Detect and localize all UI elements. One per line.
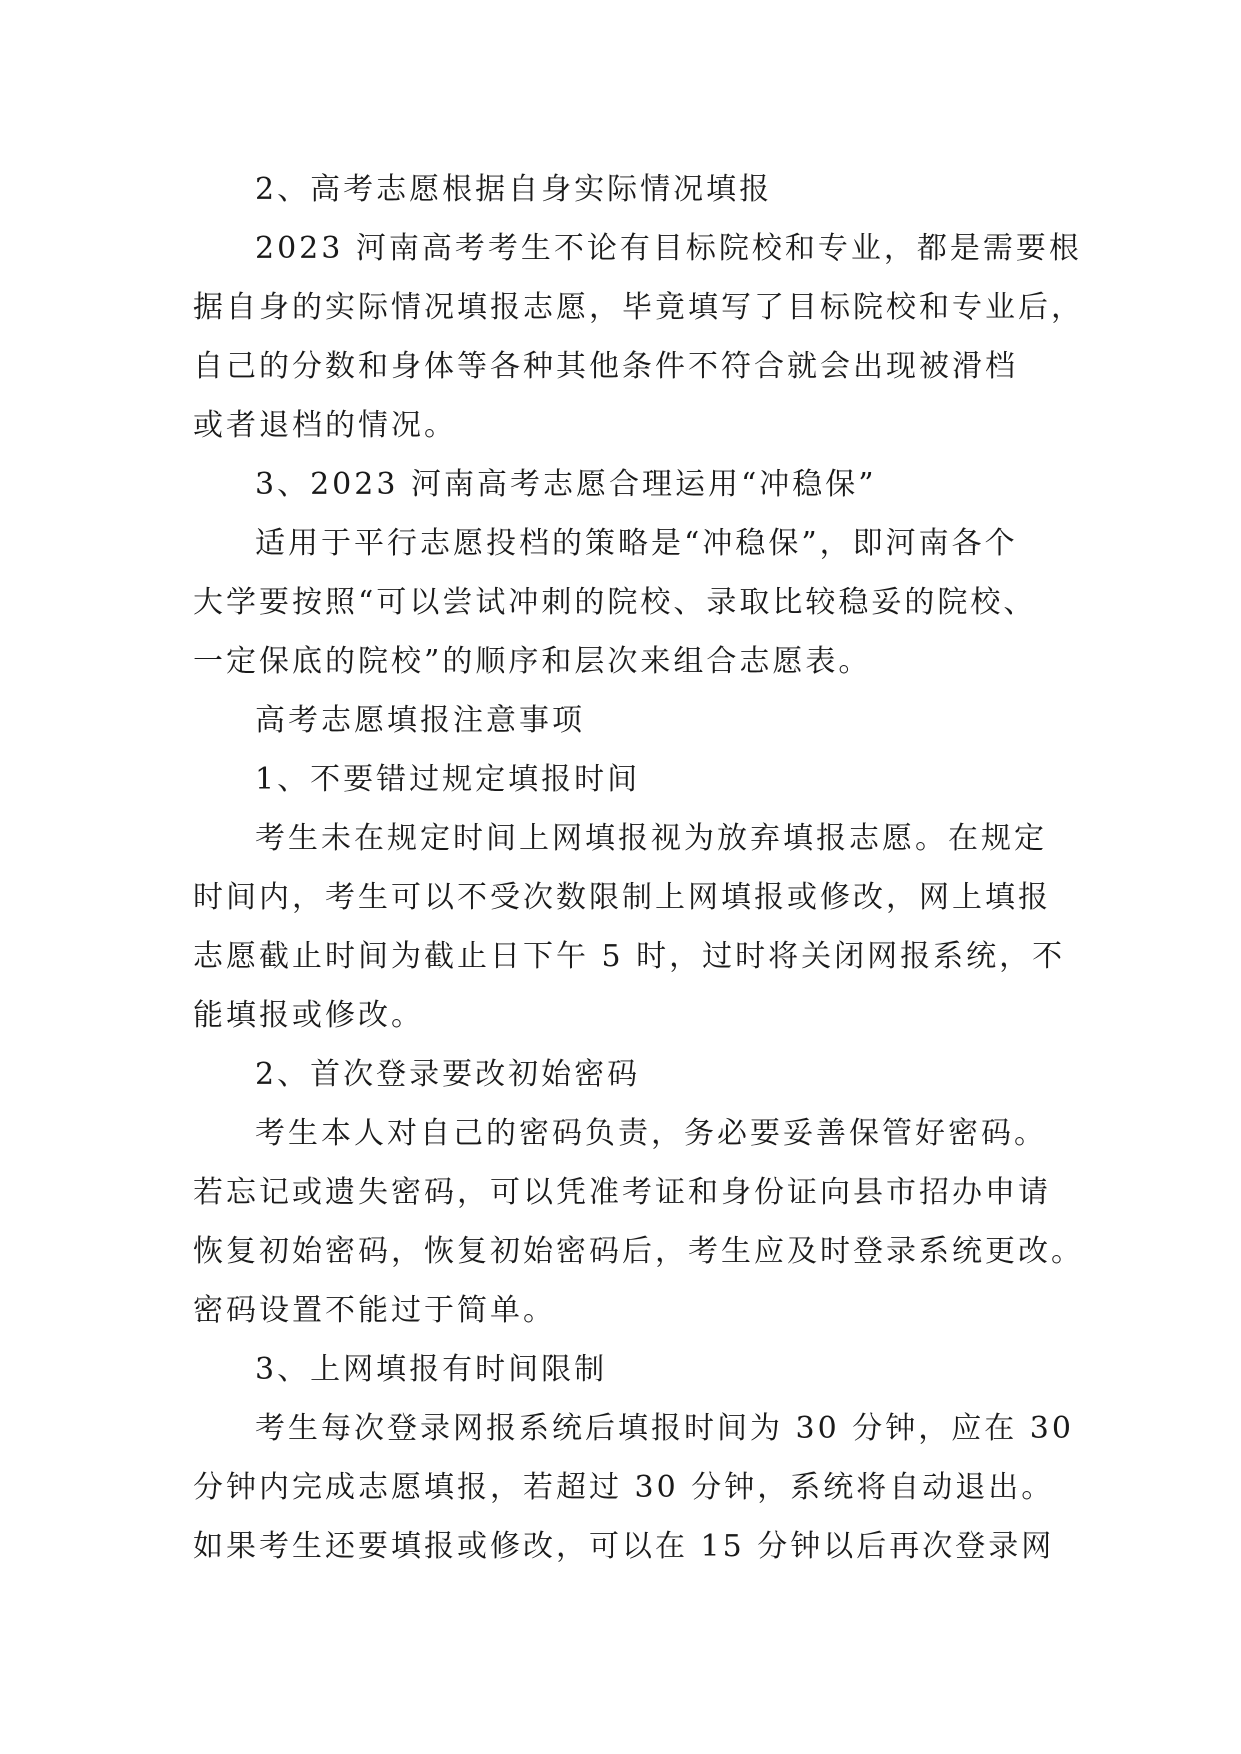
text-line: 考生未在规定时间上网填报视为放弃填报志愿。在规定: [255, 821, 1047, 856]
section-heading-notes: 高考志愿填报注意事项: [255, 703, 585, 738]
text-line: 一定保底的院校”的顺序和层次来组合志愿表。: [193, 644, 872, 679]
section-heading-2-fill-by-situation: 2、高考志愿根据自身实际情况填报: [255, 172, 773, 207]
section-heading-1-deadline: 1、不要错过规定填报时间: [255, 762, 641, 797]
text-line: 考生每次登录网报系统后填报时间为 30 分钟，应在 30: [255, 1411, 1074, 1446]
paragraph-time-limit: [193, 1399, 1083, 1576]
paragraph-deadline: [193, 809, 1083, 1045]
text-line: 大学要按照“可以尝试冲刺的院校、录取比较稳妥的院校、: [193, 585, 1037, 620]
section-heading-3-chong-wen-bao: 3、2023 河南高考志愿合理运用“冲稳保”: [255, 467, 877, 502]
text-line: 适用于平行志愿投档的策略是“冲稳保”，即河南各个: [255, 526, 1018, 561]
text-line: 恢复初始密码，恢复初始密码后，考生应及时登录系统更改。: [193, 1234, 1084, 1269]
text-line: 能填报或修改。: [193, 998, 424, 1033]
text-line: 考生本人对自己的密码负责，务必要妥善保管好密码。: [255, 1116, 1047, 1151]
paragraph-password: [193, 1104, 1083, 1340]
text-line: 时间内，考生可以不受次数限制上网填报或修改，网上填报: [193, 880, 1051, 915]
text-line: 自己的分数和身体等各种其他条件不符合就会出现被滑档: [193, 349, 1018, 384]
section-heading-3-time-limit: 3、上网填报有时间限制: [255, 1352, 608, 1387]
text-line: 分钟内完成志愿填报，若超过 30 分钟，系统将自动退出。: [193, 1470, 1055, 1505]
text-line: 若忘记或遗失密码，可以凭准考证和身份证向县市招办申请: [193, 1175, 1051, 1210]
text-line: 如果考生还要填报或修改，可以在 15 分钟以后再次登录网: [193, 1529, 1055, 1564]
paragraph-chong-wen-bao: [193, 514, 1083, 691]
text-line: 密码设置不能过于简单。: [193, 1293, 556, 1328]
text-line: 志愿截止时间为截止日下午 5 时，过时将关闭网报系统，不: [193, 939, 1066, 974]
text-line: 据自身的实际情况填报志愿，毕竟填写了目标院校和专业后，: [193, 290, 1084, 325]
text-line: 2023 河南高考考生不论有目标院校和专业，都是需要根: [255, 231, 1082, 266]
text-line: 或者退档的情况。: [193, 408, 457, 443]
document-body: [193, 160, 1083, 1576]
paragraph-fill-by-situation: [193, 219, 1083, 455]
section-heading-2-password: 2、首次登录要改初始密码: [255, 1057, 641, 1092]
